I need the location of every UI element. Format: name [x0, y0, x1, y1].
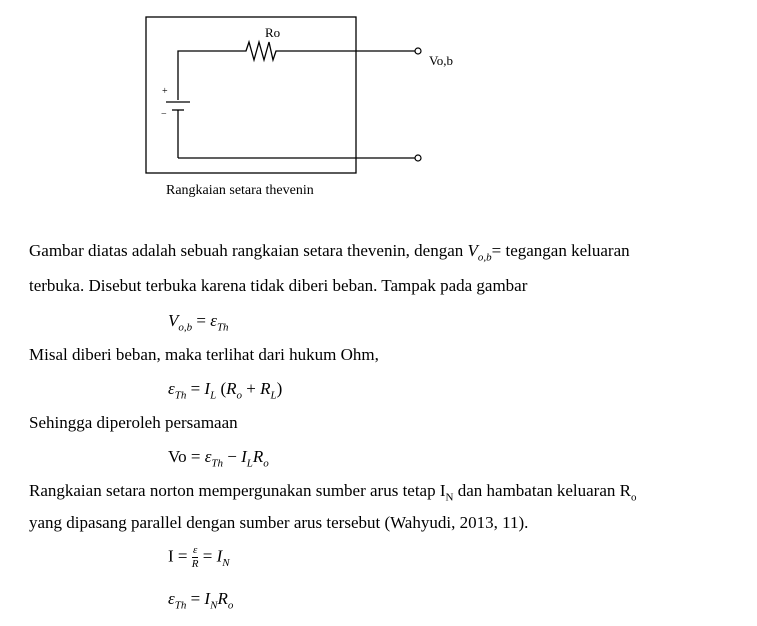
figure-caption: Rangkaian setara thevenin [166, 183, 314, 198]
eq3-r-sub: o [263, 457, 269, 470]
eq2-r2: R [260, 379, 271, 398]
vob-var: V [467, 241, 478, 260]
eq4-den: R [191, 558, 199, 570]
para1-text-b: = tegangan keluaran [491, 241, 630, 260]
eq1-lhs-sub: o,b [178, 321, 193, 334]
eq3-e: ε [204, 447, 212, 466]
eq2-r1-sub: o [236, 389, 243, 402]
eq5-r: R [217, 589, 228, 608]
eq5-i-sub: N [210, 599, 218, 612]
eq1-lhs: V [168, 311, 179, 330]
eq5-r-sub: o [227, 599, 234, 612]
equation-1 [168, 311, 229, 333]
output-label: Vo,b [429, 53, 453, 68]
equation-2 [168, 379, 282, 401]
eq3-minus: − [223, 447, 242, 466]
output-terminal-bottom [415, 155, 421, 161]
eq3-i-sub: L [246, 457, 253, 470]
paragraph-3: Sehingga diperoleh persamaan [29, 413, 238, 432]
thevenin-circuit-diagram [0, 0, 757, 210]
eq5-op: = [186, 589, 205, 608]
eq2-lhs: ε [168, 379, 175, 398]
para4-text-a: Rangkaian setara norton mempergunakan sumber arus tetap I [29, 481, 446, 500]
output-terminal-top [415, 48, 421, 54]
eq4-lhs: I = [168, 546, 192, 566]
eq3-lhs: Vo = [168, 447, 205, 466]
eq2-i: I [204, 379, 211, 398]
para4-in-sub: N [445, 491, 454, 504]
paragraph-4-line-1 [29, 481, 636, 503]
para4-ro-sub: o [630, 491, 637, 504]
equation-3 [168, 447, 269, 469]
plus-sign: + [162, 86, 168, 97]
eq4-num: ε [192, 544, 198, 556]
equation-4 [168, 544, 230, 571]
eq2-r1: R [226, 379, 237, 398]
eq2-op: = [186, 379, 205, 398]
eq3-e-sub: Th [211, 457, 224, 470]
eq5-lhs: ε [168, 589, 175, 608]
eq4-rhs-sub: N [222, 556, 230, 569]
paragraph-2: Misal diberi beban, maka terlihat dari hukum Ohm, [29, 345, 379, 364]
eq2-plus: + [242, 379, 261, 398]
paragraph-1-line-1 [29, 241, 630, 263]
equation-5 [168, 589, 233, 611]
paragraph-1-line-2: terbuka. Disebut terbuka karena tidak diberi beban. Tampak pada gambar [29, 276, 528, 295]
paragraph-4-line-2: yang dipasang parallel dengan sumber arus tersebut (Wahyudi, 2013, 11). [29, 513, 529, 532]
minus-sign: − [161, 109, 167, 120]
eq1-rhs-sub: Th [216, 321, 229, 334]
eq2-close: ) [276, 379, 283, 398]
eq4-eq: = [198, 546, 217, 566]
eq3-r: R [252, 447, 264, 466]
eq3-i: I [241, 447, 247, 466]
eq2-open: ( [216, 379, 227, 398]
eq1-rhs: ε [210, 311, 217, 330]
vob-sub: o,b [477, 251, 492, 264]
eq5-lhs-sub: Th [174, 599, 187, 612]
eq2-i-sub: L [210, 389, 217, 402]
top-wire [178, 42, 418, 100]
eq2-r2-sub: L [270, 389, 277, 402]
eq4-rhs: I [216, 546, 223, 566]
eq1-op: = [192, 311, 211, 330]
resistor-label: Ro [265, 25, 281, 40]
eq2-lhs-sub: Th [174, 389, 187, 402]
para4-text-b: dan hambatan keluaran R [453, 481, 631, 500]
para1-text-a: Gambar diatas adalah sebuah rangkaian setara thevenin, dengan [29, 241, 468, 260]
eq5-i: I [204, 589, 211, 608]
